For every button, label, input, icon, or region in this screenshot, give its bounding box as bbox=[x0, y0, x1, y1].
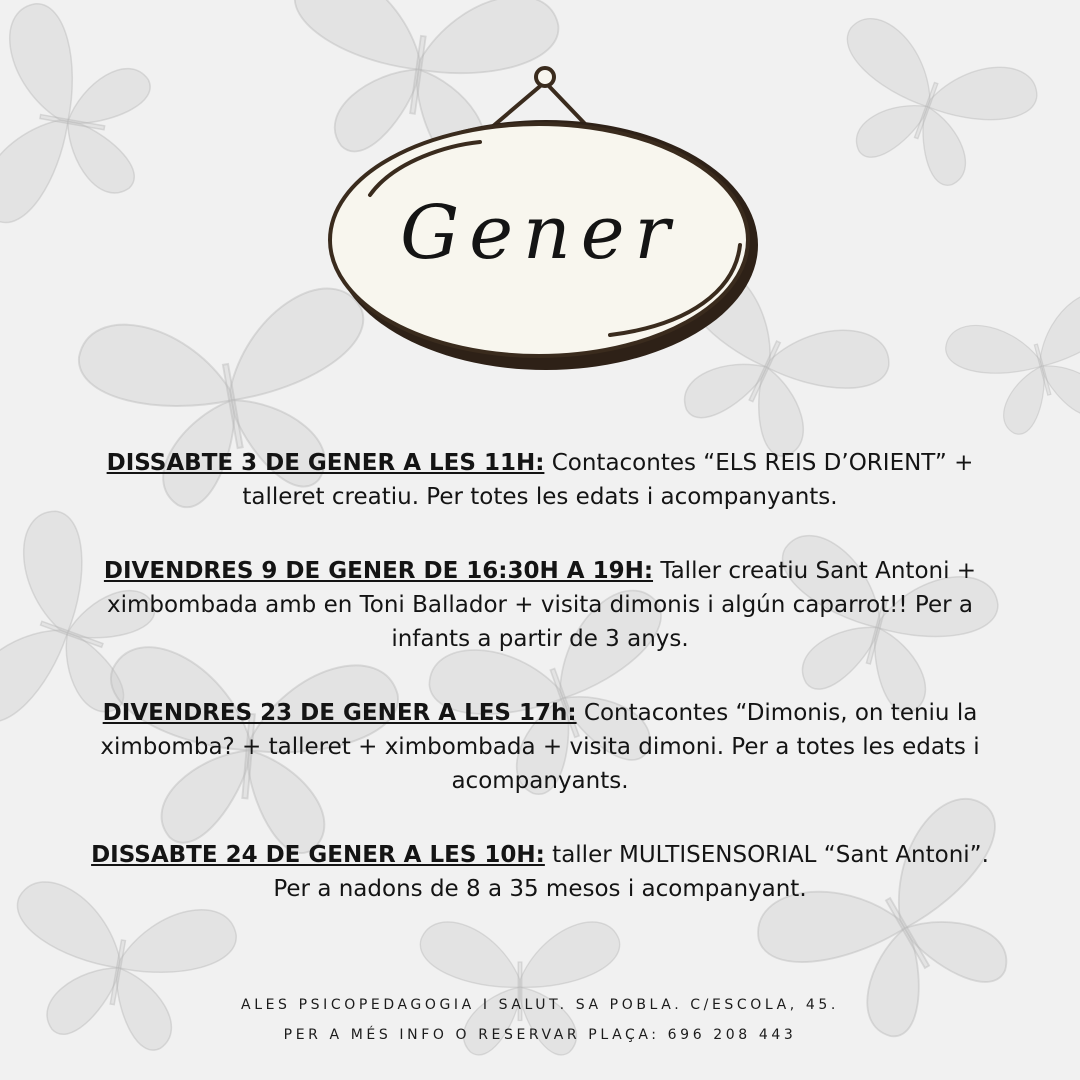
event-date: DISSABTE 24 DE GENER A LES 10H: bbox=[91, 842, 545, 868]
event-description: Contacontes “ELS REIS D’ORIENT” + talleret creatiu. Per totes les edats i acompanyants. bbox=[242, 450, 974, 510]
event-description: Taller creatiu Sant Antoni + ximbombada amb en Toni Ballador + visita dimonis i algún caparrot!! Per a infants a partir de 3 anys. bbox=[106, 558, 977, 652]
list-item bbox=[90, 696, 990, 798]
footer bbox=[0, 990, 1080, 1050]
event-description: Contacontes “Dimonis, on teniu la ximbomba? + talleret + ximbombada + visita dimoni. Per a totes les edats i acompanyants. bbox=[100, 700, 980, 794]
list-item bbox=[90, 838, 990, 906]
event-description: taller MULTISENSORIAL “Sant Antoni”. Per a nadons de 8 a 35 mesos i acompanyant. bbox=[273, 842, 989, 902]
event-date: DIVENDRES 23 DE GENER A LES 17h: bbox=[102, 700, 577, 726]
event-date: DISSABTE 3 DE GENER A LES 11H: bbox=[106, 450, 545, 476]
list-item bbox=[90, 446, 990, 514]
footer-contact: PER A MÉS INFO O RESERVAR PLAÇA: 696 208 443 bbox=[283, 1027, 797, 1043]
footer-address: ALES PSICOPEDAGOGIA I SALUT. SA POBLA. C/ESCOLA, 45. bbox=[241, 997, 839, 1013]
page-title: Gener bbox=[400, 190, 680, 276]
list-item bbox=[90, 554, 990, 656]
events-list bbox=[90, 446, 990, 946]
event-date: DIVENDRES 9 DE GENER DE 16:30H A 19H: bbox=[103, 558, 654, 584]
